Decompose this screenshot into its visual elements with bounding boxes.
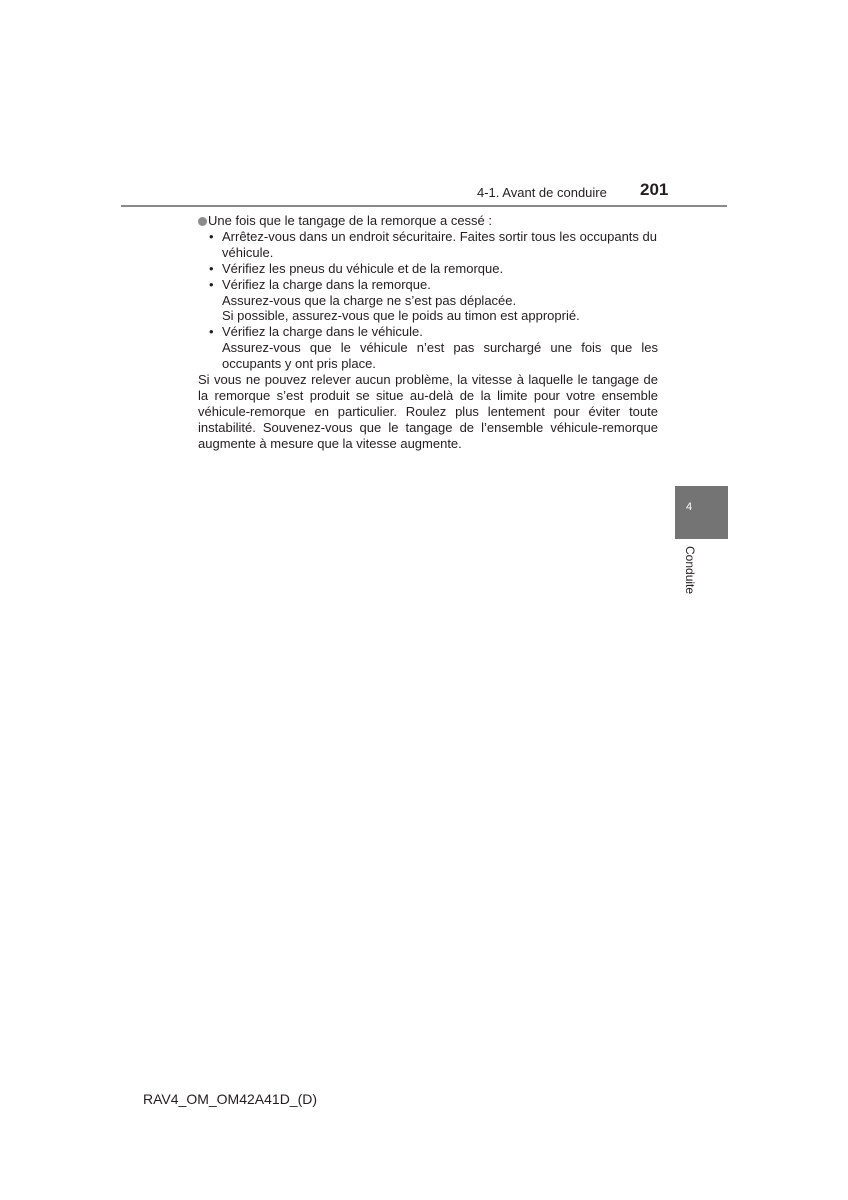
list-item-text: Vérifiez la charge dans la remorque. xyxy=(222,276,431,292)
list-item-text: Vérifiez les pneus du véhicule et de la remorque. xyxy=(222,260,504,276)
bullet-icon: • xyxy=(209,260,214,276)
document-id: RAV4_OM_OM42A41D_(D) xyxy=(143,1091,318,1107)
main-content xyxy=(198,213,658,452)
list-item xyxy=(198,277,658,325)
list-item-detail: Si possible, assurez-vous que le poids au timon est approprié. xyxy=(222,308,580,324)
lead-paragraph xyxy=(198,213,658,229)
list-item-text: Arrêtez-vous dans un endroit sécuritaire. Faites sortir tous les occupants du véhicule. xyxy=(222,228,657,260)
bullet-icon: • xyxy=(209,324,214,340)
page-number: 201 xyxy=(640,180,669,199)
lead-text: Une fois que le tangage de la remorque a cessé : xyxy=(208,213,493,228)
section-title: 4-1. Avant de conduire xyxy=(477,185,607,200)
checklist xyxy=(198,229,658,372)
chapter-label: Conduite xyxy=(683,546,697,595)
list-item xyxy=(198,324,658,372)
list-item xyxy=(198,261,658,277)
circle-bullet-icon xyxy=(198,217,207,226)
body-paragraph: Si vous ne pouvez relever aucun problème, la vitesse à laquelle le tangage de la remorque s’est produit se situe au-delà de la limite pour votre ensemble véhicule-remorque en particulier. Roulez plus lentement pour éviter toute instabilité. Souvenez-vous que le tangage de l’ensemble véhicule-remorque augmente à mesure que la vitesse augmente. xyxy=(198,372,658,451)
chapter-number: 4 xyxy=(685,501,693,513)
bullet-icon: • xyxy=(209,228,214,244)
chapter-tab xyxy=(675,486,728,539)
list-item-detail: Assurez-vous que la charge ne s’est pas déplacée. xyxy=(222,292,517,308)
list-item xyxy=(198,229,658,261)
list-item-detail: Assurez-vous que le véhicule n’est pas surchargé une fois que les occupants y ont pris place. xyxy=(222,340,658,372)
bullet-icon: • xyxy=(209,276,214,292)
header-rule xyxy=(121,205,727,207)
list-item-text: Vérifiez la charge dans le véhicule. xyxy=(222,324,423,340)
